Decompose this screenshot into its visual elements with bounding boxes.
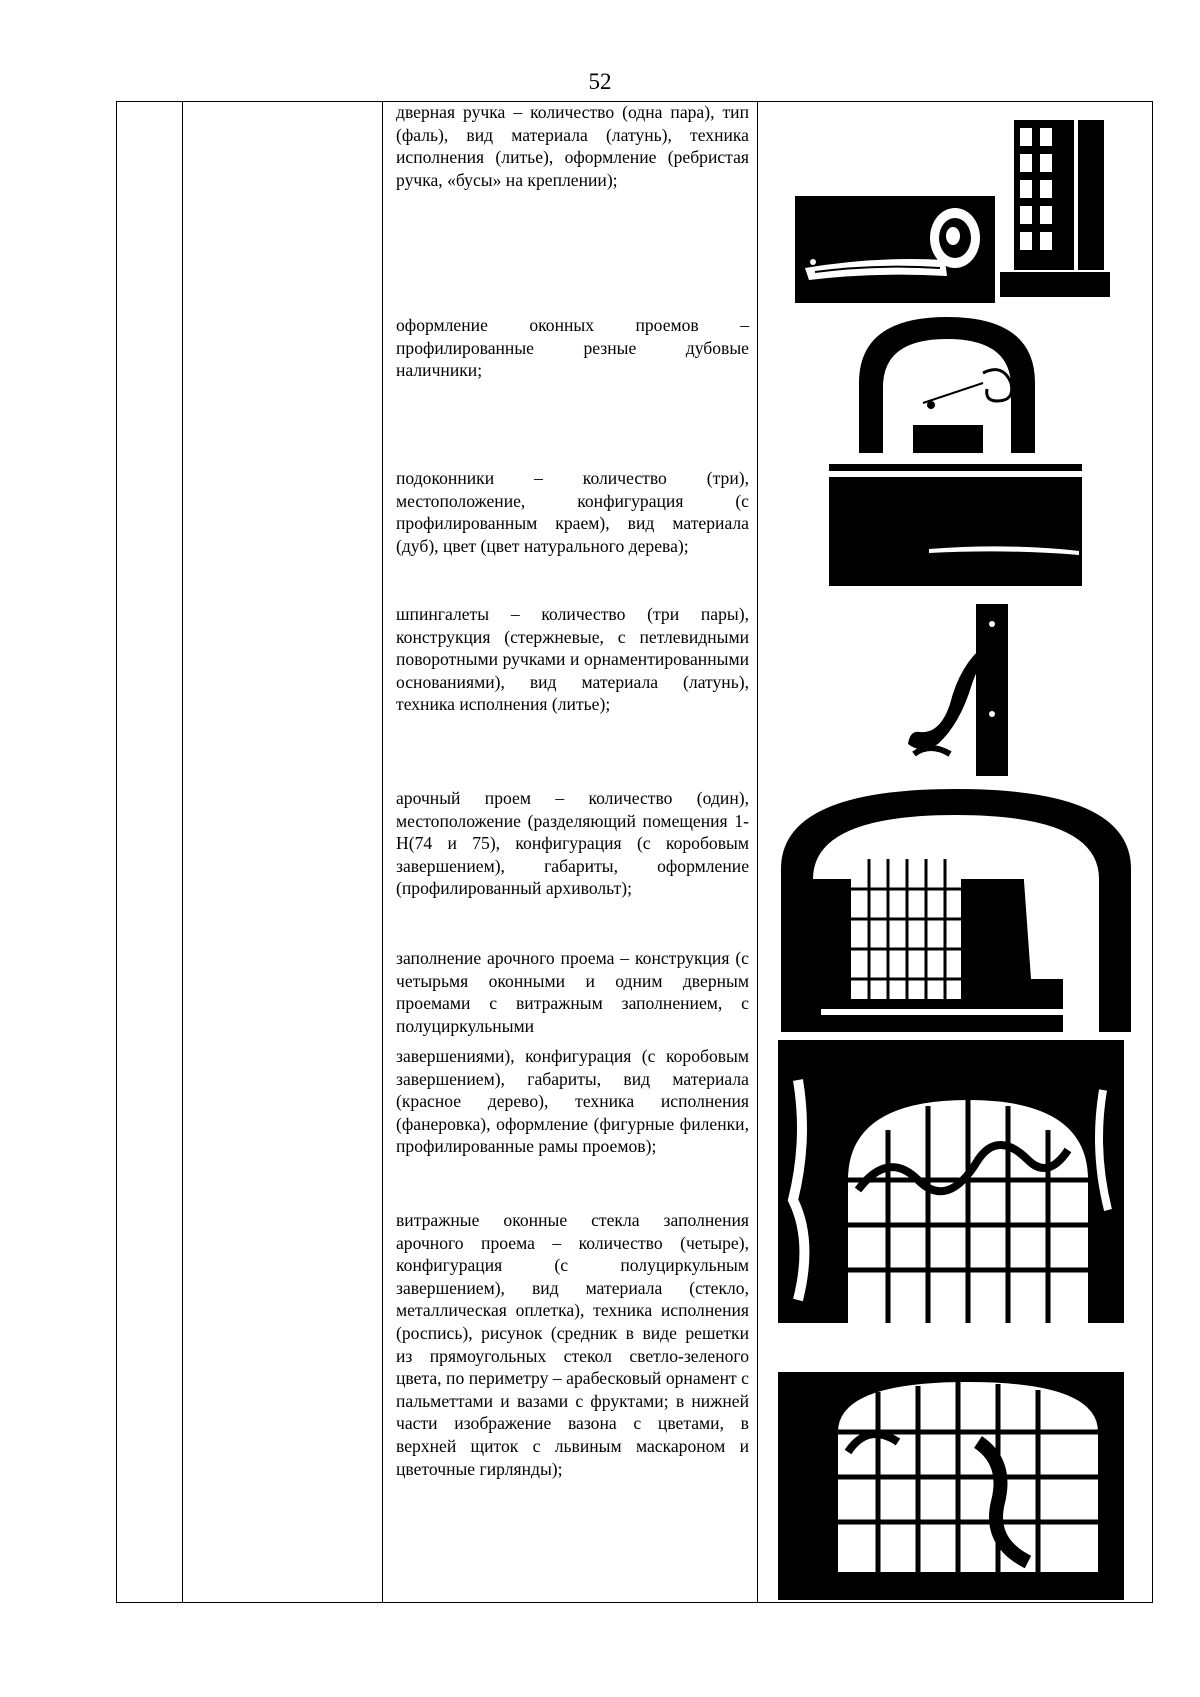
paragraph-door-handle: дверная ручка – количество (одна пара), тип (фаль), вид материала (латунь), техника исполнения (литье), оформление (ребристая ручка, «бусы» на креплении); — [396, 102, 749, 190]
photo-window-sill — [829, 461, 1082, 586]
column-divider — [382, 102, 383, 1602]
paragraph-arch-fill-start: заполнение арочного проема – конструкция (с четырьмя оконными и одним дверным проемами с витражным заполнением, с полуциркульными — [396, 948, 749, 1036]
paragraph-window-frames: оформление оконных проемов – профилированные резные дубовые наличники; — [396, 315, 749, 381]
photo-window-frame-arch — [853, 313, 1041, 453]
paragraph-arch-fill-end: завершениями), конфигурация (с коробовым завершением), габариты, вид материала (красное дерево), техника исполнения (фанеровка), оформление (фигурные филенки, профилированные рамы проемов); — [396, 1046, 749, 1157]
paragraph-sills: подоконники – количество (три), местоположение, конфигурация (с профилированным краем), вид материала (дуб), цвет (цвет натурального дерева); — [396, 468, 749, 556]
photo-window — [1000, 112, 1110, 297]
photo-stained-glass-1 — [778, 1040, 1124, 1323]
column-divider — [182, 102, 183, 1602]
photo-espagnolette — [890, 604, 1025, 776]
photo-arch-opening — [781, 779, 1131, 1032]
paragraph-arch-opening: арочный проем – количество (один), местоположение (разделяющий помещения 1-Н(74 и 75), конфигурация (с коробовым завершением), габариты, оформление (профилированный архивольт); — [396, 788, 749, 899]
page-number: 52 — [588, 69, 612, 94]
paragraph-espagnolettes: шпингалеты – количество (три пары), конструкция (стержневые, с петлевидными поворотными ручками и орнаментированными основаниями), вид материала (латунь), техника исполнения (литье); — [396, 604, 749, 715]
photo-stained-glass-2 — [778, 1372, 1124, 1600]
photo-door-handle — [795, 196, 995, 303]
paragraph-stained-glass: витражные оконные стекла заполнения арочного проема – количество (четыре), конфигурация (с полуциркульным завершением), вид материала (стекло, металлическая оплетка), техника исполнения (роспись), рисунок (средник в виде решетки из прямоугольных стекол светло-зеленого цвета, по периметру – арабесковый орнамент с пальметтами и вазами с фруктами; в нижней части изображение вазона с цветами, в верхней щиток с львиным маскароном и цветочные гирлянды); — [396, 1210, 749, 1479]
column-divider — [757, 102, 758, 1602]
